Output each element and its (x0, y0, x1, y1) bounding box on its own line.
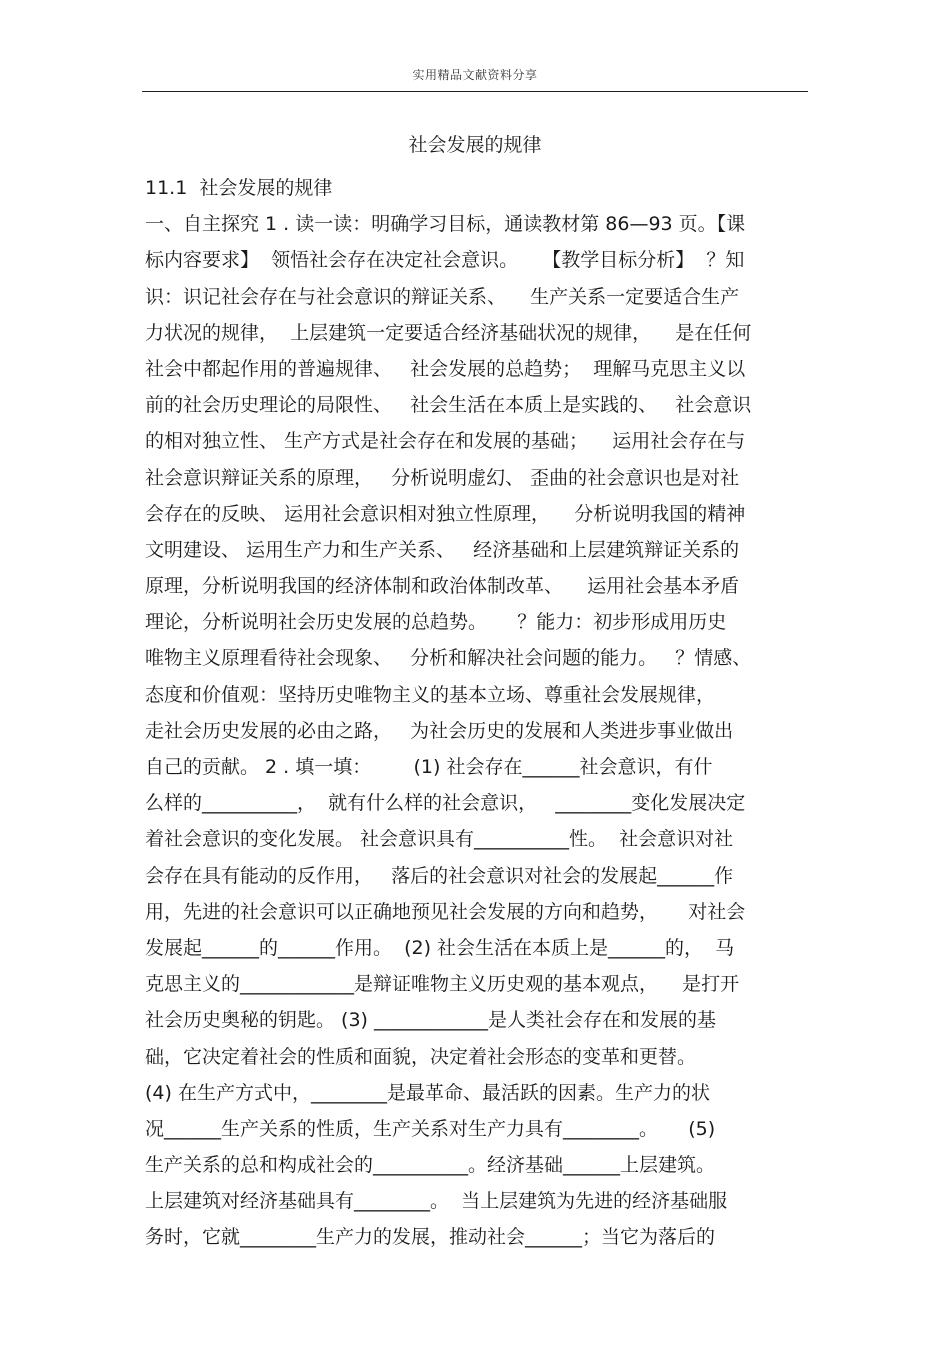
text-line: 着社会意识的变化发展。 社会意识具有__________性。 社会意识对社 (145, 828, 734, 851)
text-line: 原理，分析说明我国的经济体制和政治体制改革、 运用社会基本矛盾 (145, 575, 740, 598)
text-line: 识：识记社会存在与社会意识的辩证关系、 生产关系一定要适合生产 (145, 285, 740, 308)
text-line: 础，它决定着社会的性质和面貌，决定着社会形态的变革和更替。 (145, 1045, 697, 1068)
text-line: 理论，分析说明社会历史发展的总趋势。 ？能力：初步形成用历史 (145, 611, 727, 634)
text-line: 前的社会历史理论的局限性、 社会生活在本质上是实践的、 社会意识 (145, 394, 752, 417)
text-line: 务时，它就________生产力的发展，推动社会______；当它为落后的 (145, 1226, 716, 1249)
text-line: 会存在具有能动的反作用， 落后的社会意识对社会的发展起______作 (145, 864, 734, 887)
text-line: 力状况的规律， 上层建筑一定要适合经济基础状况的规律， 是在任何 (145, 321, 752, 344)
text-line: 会存在的反映、 运用社会意识相对独立性原理， 分析说明我国的精神 (145, 502, 746, 525)
text-line: 走社会历史发展的必由之路， 为社会历史的发展和人类进步事业做出 (145, 719, 734, 742)
text-line: 况______生产关系的性质，生产关系对生产力具有________。 (5) (145, 1117, 716, 1140)
text-line: 生产关系的总和构成社会的__________。经济基础______上层建筑。 (145, 1154, 716, 1177)
text-line: 社会历史奥秘的钥匙。 (3) ____________是人类社会存在和发展的基 (145, 1009, 716, 1032)
text-line: 社会意识辩证关系的原理， 分析说明虚幻、 歪曲的社会意识也是对社 (145, 466, 740, 489)
text-line: 克思主义的____________是辩证唯物主义历史观的基本观点， 是打开 (145, 973, 740, 996)
text-line: 唯物主义原理看待社会现象、 分析和解决社会问题的能力。 ？情感、 (145, 647, 752, 670)
text-line: 文明建设、 运用生产力和生产关系、 经济基础和上层建筑辩证关系的 (145, 538, 740, 561)
text-line: 标内容要求】 领悟社会存在决定社会意识。 【教学目标分析】 ？知 (145, 249, 745, 272)
text-line: 社会中都起作用的普遍规律、 社会发展的总趋势； 理解马克思主义以 (145, 357, 746, 380)
text-line: 用，先进的社会意识可以正确地预见社会发展的方向和趋势， 对社会 (145, 900, 746, 923)
body-text (145, 170, 810, 1256)
text-line: 态度和价值观：坚持历史唯物主义的基本立场、尊重社会发展规律， (145, 683, 716, 706)
text-line: 发展起______的______作用。 (2) 社会生活在本质上是______的， 马 (145, 936, 735, 959)
text-line: 的相对独立性、 生产方式是社会存在和发展的基础； 运用社会存在与 (145, 430, 746, 453)
text-line: 么样的__________， 就有什么样的社会意识， ________变化发展决定 (145, 792, 746, 815)
running-header: 实用精品文献资料分享 (412, 68, 538, 82)
document-title: 社会发展的规律 (408, 134, 542, 156)
text-line: 11.1 社会发展的规律 (145, 177, 333, 199)
text-line: 自己的贡献。 2 . 填一填： (1) 社会存在______社会意识，有什 (145, 756, 713, 778)
text-line: 一、自主探究 1 . 读一读：明确学习目标，通读教材第 86—93 页。【课 (145, 213, 746, 236)
header-rule (142, 91, 808, 92)
text-line: 上层建筑对经济基础具有________。 当上层建筑为先进的经济基础服 (145, 1190, 728, 1213)
text-line: (4) 在生产方式中，________是最革命、最活跃的因素。生产力的状 (145, 1081, 710, 1104)
